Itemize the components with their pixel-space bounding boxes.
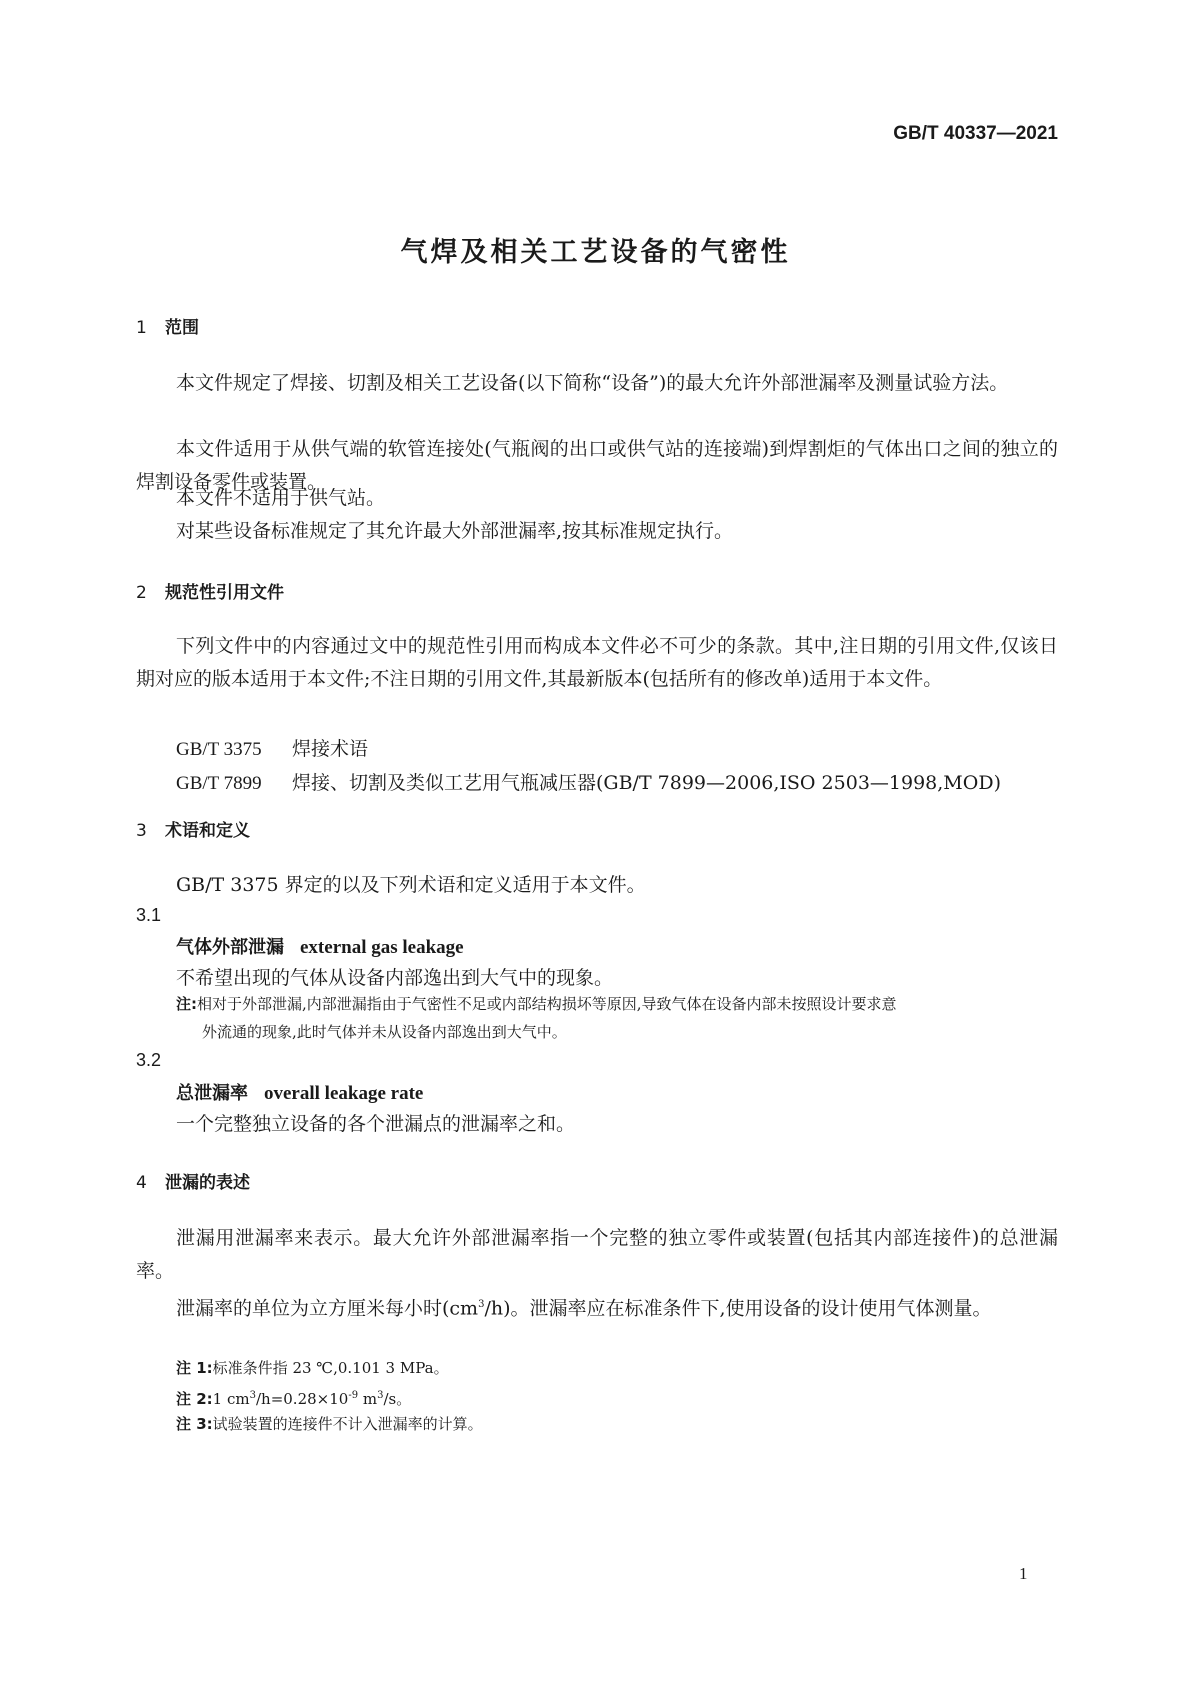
note-text: 标准条件指 23 ℃,0.101 3 MPa。	[212, 1359, 449, 1377]
reference-code: GB/T 7899	[176, 773, 262, 794]
note	[176, 1382, 1058, 1413]
page-number: 1	[1019, 1564, 1028, 1583]
superscript: -9	[348, 1390, 359, 1401]
standard-id: GB/T 40337—2021	[893, 123, 1058, 144]
note-text: /h=0.28×10	[255, 1390, 349, 1408]
note-text: 外流通的现象,此时气体并未从设备内部逸出到大气中。	[202, 1023, 567, 1041]
term-note	[176, 990, 1058, 1046]
term-heading	[176, 933, 464, 959]
note	[176, 1354, 1058, 1382]
reference-code: GB/T 3375	[176, 739, 262, 760]
section-3-heading	[136, 816, 250, 841]
reference-item	[176, 734, 368, 761]
note-label: 注 1:	[176, 1359, 213, 1377]
reference-title: 焊接术语	[292, 738, 369, 760]
note-text: 试验装置的连接件不计入泄漏率的计算。	[212, 1415, 483, 1433]
section-title: 泄漏的表述	[165, 1173, 250, 1193]
document-title: 气焊及相关工艺设备的气密性	[400, 237, 791, 268]
paragraph: 泄漏用泄漏率来表示。最大允许外部泄漏率指一个完整的独立零件或装置(包括其内部连接件)的总泄漏率。	[136, 1227, 1058, 1282]
note-label: 注 3:	[176, 1415, 213, 1433]
paragraph: 本文件不适用于供气站。	[176, 487, 386, 509]
superscript: 3	[377, 1390, 384, 1401]
section-title: 范围	[165, 318, 199, 338]
term-en: external gas leakage	[300, 937, 464, 958]
section-number: 1	[136, 318, 147, 338]
note-text: /s。	[383, 1390, 412, 1408]
paragraph	[136, 1288, 1058, 1325]
term-number: 3.2	[136, 1050, 162, 1070]
section-1-heading	[136, 313, 199, 338]
text: 泄漏率的单位为立方厘米每小时(cm	[176, 1297, 479, 1320]
paragraph: 下列文件中的内容通过文中的规范性引用而构成本文件必不可少的条款。其中,注日期的引用文件,仅该日期对应的版本适用于本文件;不注日期的引用文件,其最新版本(包括所有的修改单)适用于本文件。	[136, 635, 1058, 690]
reference-title: 焊接、切割及类似工艺用气瓶减压器(GB/T 7899—2006,ISO 2503—1998,MOD)	[292, 772, 1001, 794]
reference-item	[176, 768, 1001, 795]
section-2-heading	[136, 578, 284, 603]
note-label: 注:	[176, 995, 197, 1013]
superscript: 3	[249, 1390, 256, 1401]
section-number: 2	[136, 583, 147, 603]
paragraph: GB/T 3375 界定的以及下列术语和定义适用于本文件。	[176, 874, 646, 896]
term-definition: 不希望出现的气体从设备内部逸出到大气中的现象。	[176, 967, 614, 989]
term-number: 3.1	[136, 905, 162, 925]
section-number: 3	[136, 821, 147, 841]
section-4-heading	[136, 1168, 250, 1193]
term-heading	[176, 1079, 423, 1105]
note	[176, 1410, 1058, 1438]
term-zh: 气体外部泄漏	[176, 937, 284, 958]
note-text: 1 cm	[212, 1390, 250, 1408]
paragraph: 本文件适用于从供气端的软管连接处(气瓶阀的出口或供气站的连接端)到焊割炬的气体出口之间的独立的焊割设备零件或装置。	[136, 438, 1058, 493]
section-title: 术语和定义	[165, 821, 250, 841]
paragraph: 本文件规定了焊接、切割及相关工艺设备(以下简称“设备”)的最大允许外部泄漏率及测量试验方法。	[176, 372, 1009, 394]
note-text: 相对于外部泄漏,内部泄漏指由于气密性不足或内部结构损坏等原因,导致气体在设备内部未按照设计要求意	[197, 995, 897, 1013]
term-definition: 一个完整独立设备的各个泄漏点的泄漏率之和。	[176, 1113, 576, 1135]
term-en: overall leakage rate	[264, 1083, 424, 1104]
section-title: 规范性引用文件	[165, 583, 284, 603]
note-label: 注 2:	[176, 1390, 213, 1408]
superscript: 3	[478, 1299, 485, 1310]
section-number: 4	[136, 1173, 147, 1193]
text: /h)。泄漏率应在标准条件下,使用设备的设计使用气体测量。	[484, 1297, 992, 1320]
paragraph: 对某些设备标准规定了其允许最大外部泄漏率,按其标准规定执行。	[176, 520, 734, 542]
term-zh: 总泄漏率	[176, 1083, 248, 1104]
note-text: m	[358, 1390, 378, 1408]
